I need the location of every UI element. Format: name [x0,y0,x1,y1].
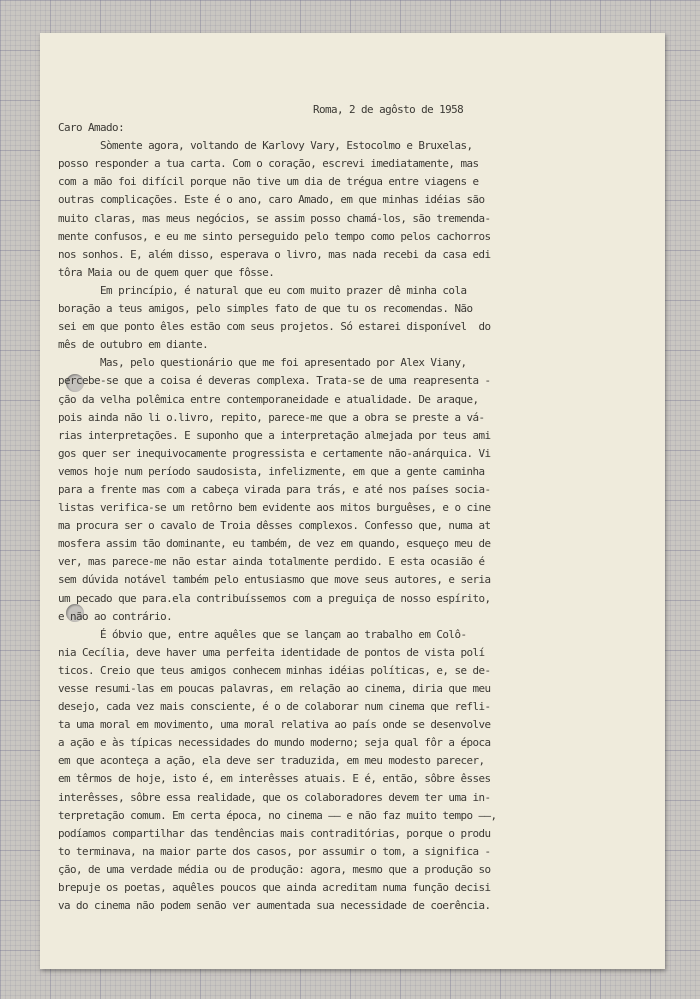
text-line: em têrmos de hoje, isto é, em interêsses atuais. E é, então, sôbre êsses [58,772,491,786]
paragraph [58,626,643,916]
text-line: um pecado que para.ela contribuíssemos com a preguiça de nosso espírito, [58,591,491,605]
text-line: nia Cecília, deve haver uma perfeita identidade de pontos de vista polí [58,645,485,659]
text-line: terpretação comum. Em certa época, no cinema –– e não faz muito tempo ––, [58,808,497,822]
text-line: percebe-se que a coisa é deveras complexa. Trata-se de uma reapresenta - [58,374,491,388]
text-line: podíamos compartilhar das tendências mais contraditórias, porque o produ [58,826,491,840]
text-line: sei em que ponto êles estão com seus projetos. Só estarei disponível do [58,320,491,334]
text-line: desejo, cada vez mais consciente, é o de colaborar num cinema que refli- [58,700,491,714]
text-line: pois ainda não li o.livro, repito, parece-me que a obra se preste a vá- [58,410,485,424]
salutation: Caro Amado: [58,121,125,135]
text-line: nos sonhos. E, além disso, esperava o livro, mas nada recebi da casa edi [58,247,491,261]
text-line: para a frente mas com a cabeça virada para trás, e até nos países socia- [58,482,491,496]
text-line: ção, de uma verdade média ou de produção: agora, mesmo que a produção so [58,862,491,876]
text-line: ticos. Creio que teus amigos conhecem minhas idéias políticas, e, se de- [58,663,491,677]
text-line: ver, mas parece-me não estar ainda totalmente perdido. E esta ocasião é [58,555,485,569]
paragraphs [58,137,643,915]
text-line: É óbvio que, entre aquêles que se lançam ao trabalho em Colô- [58,627,467,641]
text-line: Em princípio, é natural que eu com muito prazer dê minha cola [58,283,467,297]
paragraph [58,354,643,625]
text-line: mês de outubro em diante. [58,338,209,352]
text-line: outras complicações. Este é o ano, caro Amado, em que minhas idéias são [58,193,485,207]
text-line: e não ao contrário. [58,609,173,623]
text-line: to terminava, na maior parte dos casos, por assumir o tom, a significa - [58,844,491,858]
dateline: Roma, 2 de agôsto de 1958 [313,103,464,116]
text-line: ta uma moral em movimento, uma moral relativa ao país onde se desenvolve [58,718,491,732]
text-line: ma procura ser o cavalo de Troia dêsses complexos. Confesso que, numa at [58,519,491,533]
text-line: interêsses, sôbre essa realidade, que os colaboradores devem ter uma in- [58,790,491,804]
text-line: gos quer ser inequivocamente progressista e certamente não-anárquica. Vi [58,446,491,460]
text-line: boração a teus amigos, pelo simples fato de que tu os recomendas. Não [58,302,473,316]
text-line: va do cinema não podem senão ver aumentada sua necessidade de coerência. [58,899,491,913]
text-line: com a mão foi difícil porque não tive um dia de trégua entre viagens e [58,175,479,189]
letter-body [58,65,643,915]
text-line: tôra Maia ou de quem quer que fôsse. [58,265,275,279]
text-line: posso responder a tua carta. Com o coração, escrevi imediatamente, mas [58,157,479,171]
text-line: sem dúvida notável também pelo entusiasmo que move seus autores, e seria [58,573,491,587]
text-line: rias interpretações. E suponho que a interpretação almejada por teus ami [58,428,491,442]
paragraph [58,282,643,354]
text-line: mente confusos, e eu me sinto perseguido pelo tempo como pelos cachorros [58,229,491,243]
text-line: ção da velha polêmica entre contemporaneidade e atualidade. De araque, [58,392,479,406]
text-line: brepuje os poetas, aquêles poucos que ainda acreditam numa função decisi [58,881,491,895]
text-line: muito claras, mas meus negócios, se assim posso chamá-los, são tremenda- [58,211,491,225]
text-line: Mas, pelo questionário que me foi apresentado por Alex Viany, [58,356,467,370]
text-line: mosfera assim tão dominante, eu também, de vez em quando, esqueço meu de [58,537,491,551]
paragraph [58,137,643,282]
text-line: Sòmente agora, voltando de Karlovy Vary, Estocolmo e Bruxelas, [58,139,473,153]
text-line: em que aconteça a ação, ela deve ser traduzida, em meu modesto parecer, [58,754,485,768]
text-line: vemos hoje num período saudosista, infelizmente, em que a gente caminha [58,464,485,478]
text-line: vesse resumi-las em poucas palavras, em relação ao cinema, diria que meu [58,682,491,695]
text-line: listas verifica-se um retôrno bem evidente aos mitos burguêses, e o cine [58,501,491,515]
text-line: a ação e às típicas necessidades do mundo moderno; seja qual fôr a época [58,736,491,750]
